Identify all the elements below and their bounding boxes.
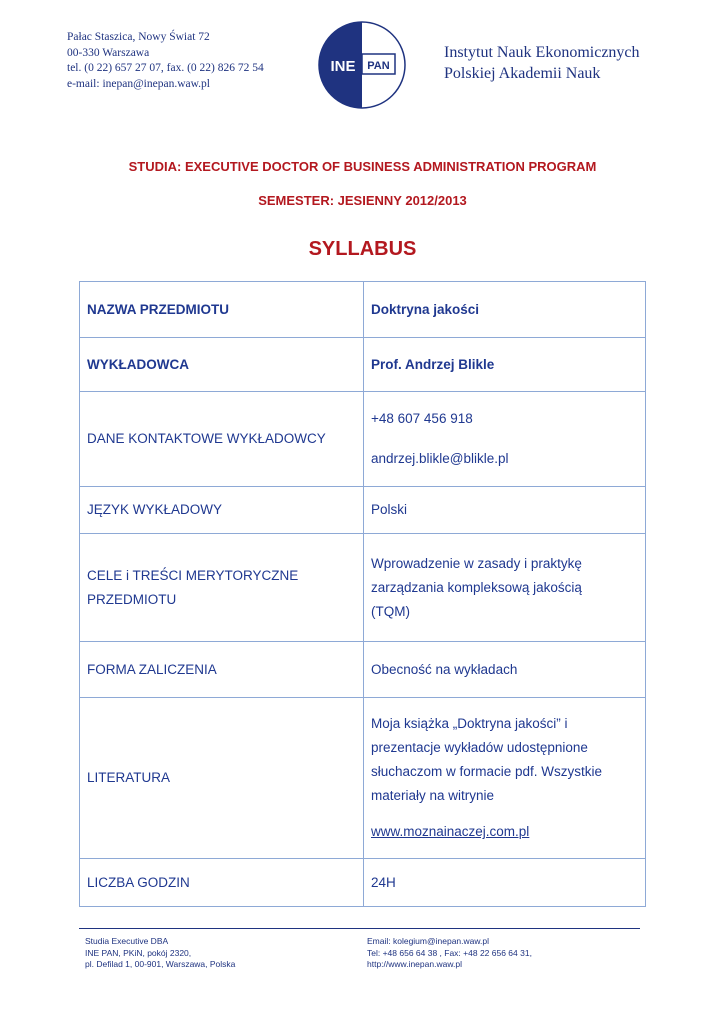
label-cell	[80, 534, 364, 642]
label-cell: DANE KONTAKTOWE WYKŁADOWCY	[80, 392, 364, 487]
value-cell: Doktryna jakości	[364, 282, 646, 338]
institute-line: Instytut Nauk Ekonomicznych	[444, 44, 640, 61]
value-cell	[364, 534, 646, 642]
address-line: Pałac Staszica, Nowy Świat 72	[67, 31, 210, 43]
header-address	[67, 30, 264, 92]
value-line: słuchaczom w formacie pdf. Wszystkie	[371, 764, 603, 779]
website-link[interactable]: www.moznainaczej.com.pl	[371, 824, 530, 839]
table-row	[80, 859, 646, 907]
label-line: CELE i TREŚCI MERYTORYCZNE	[87, 567, 299, 583]
table-row	[80, 282, 646, 338]
address-line: tel. (0 22) 657 27 07, fax. (0 22) 826 72 54	[67, 62, 264, 74]
value-line: zarządzania kompleksową jakością	[371, 579, 582, 595]
footer-right	[367, 936, 532, 971]
footer-line: Studia Executive DBA	[85, 936, 169, 946]
table-row	[80, 487, 646, 534]
program-title: STUDIA: EXECUTIVE DOCTOR OF BUSINESS ADMINISTRATION PROGRAM	[128, 159, 597, 174]
table-row	[80, 642, 646, 698]
syllabus-title: SYLLABUS	[308, 238, 417, 260]
contact-email: andrzej.blikle@blikle.pl	[371, 451, 509, 466]
label-cell: WYKŁADOWCA	[80, 338, 364, 392]
semester-title: SEMESTER: JESIENNY 2012/2013	[258, 193, 467, 208]
label-cell: LICZBA GODZIN	[80, 859, 364, 907]
footer-line: pl. Defilad 1, 00-901, Warszawa, Polska	[85, 959, 236, 969]
logo-text-pan: PAN	[367, 60, 390, 72]
value-line: materiały na witrynie	[371, 788, 495, 803]
footer-line: http://www.inepan.waw.pl	[367, 959, 462, 969]
institute-line: Polskiej Akademii Nauk	[444, 65, 601, 82]
value-cell	[364, 392, 646, 487]
label-cell: LITERATURA	[80, 698, 364, 859]
institute-name	[444, 42, 640, 84]
value-cell: Obecność na wykładach	[364, 642, 646, 698]
table-row	[80, 392, 646, 487]
label-cell: NAZWA PRZEDMIOTU	[80, 282, 364, 338]
value-cell: 24H	[364, 859, 646, 907]
address-line: 00-330 Warszawa	[67, 46, 150, 59]
footer-left	[85, 936, 235, 971]
label-cell: JĘZYK WYKŁADOWY	[80, 487, 364, 534]
value-cell	[364, 698, 646, 859]
footer-line: INE PAN, PKiN, pokój 2320,	[85, 947, 192, 958]
value-cell: Prof. Andrzej Blikle	[364, 338, 646, 392]
label-cell: FORMA ZALICZENIA	[80, 642, 364, 698]
table-row	[80, 534, 646, 642]
inepan-logo	[318, 21, 406, 109]
footer-divider	[79, 928, 640, 929]
contact-phone: +48 607 456 918	[371, 411, 473, 426]
footer-line: Tel: +48 656 64 38 , Fax: +48 22 656 64 31,	[367, 947, 532, 958]
footer-line: Email: kolegium@inepan.waw.pl	[367, 936, 490, 946]
value-line: (TQM)	[371, 603, 410, 619]
table-row	[80, 698, 646, 859]
value-cell: Polski	[364, 487, 646, 534]
address-line: e-mail: inepan@inepan.waw.pl	[67, 77, 211, 90]
logo-text-ine: INE	[330, 58, 356, 75]
syllabus-table	[79, 281, 646, 907]
label-line: PRZEDMIOTU	[87, 591, 177, 607]
value-line: prezentacje wykładów udostępnione	[371, 740, 588, 755]
table-row	[80, 338, 646, 392]
value-line: Wprowadzenie w zasady i praktykę	[371, 555, 582, 571]
value-line: Moja książka „Doktryna jakości” i	[371, 716, 568, 731]
